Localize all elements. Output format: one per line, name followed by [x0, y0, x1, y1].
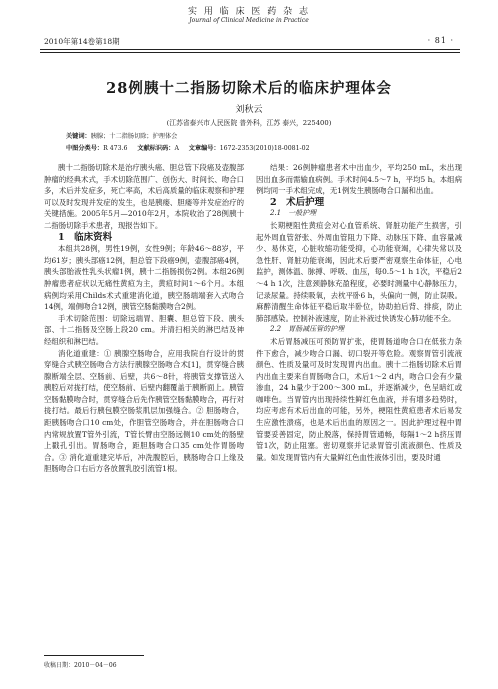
right-column [256, 162, 462, 463]
article-no-value: 1672-2353(2010)18-0081-02 [219, 145, 310, 152]
keywords-text: 胰腺；十二指肠切除；护理体会 [90, 133, 178, 140]
intro-paragraph: 胰十二指肠切除术是治疗胰头癌、胆总管下段癌及壶腹部肿瘤的经典术式，手术切除范围广、创伤大、时间长、吻合口多，术后并发症多，死亡率高，术后高质量的临床观察和护理可以及时发现并发症的发生，也是胰瘘、胆瘘等并发症治疗的关键措施。2005年5月—2010年2月，本院收治了28例胰十二指肠切除手术患者，现报告如下。 [44, 163, 244, 230]
subsection-heading-gastric-tube: 2.2 胃肠减压管的护理 [270, 325, 345, 334]
header-rule [40, 49, 460, 50]
paragraph-resection-scope: 手术切除范围：切除远端胃、胆囊、胆总管下段、胰头部、十二指肠及空肠上段20 cm。并清扫相关的淋巴结及神经组织和淋巴结。 [44, 313, 244, 346]
article-title: 28例胰十二指肠切除术后的临床护理体会 [106, 80, 392, 97]
doc-code-value: A [174, 145, 179, 152]
keywords-label: 关键词： [66, 133, 91, 140]
journal-name-en: Journal of Clinical Medicine in Practice [189, 17, 309, 24]
journal-name-cn: 实 用 临 床 医 药 杂 志 [187, 7, 311, 17]
article-no-label: 文章编号： [188, 145, 220, 152]
paragraph-gastric-tube: 术后胃肠减压可预防胃扩张，使胃肠道吻合口在低张力条件下愈合，减少吻合口漏、切口裂开等危险。观察胃管引流液颜色、性质及量可及时发现胃内出血。胰十二指肠切除术后胃内出血主要来自胃肠吻合口，术后1～2 d内，吻合口会有少量渗血，24 h量少于200～300 mL，并逐渐减少，色呈暗红或咖啡色。当胃管内出现持续性鲜红色血液，并有增多趋势时，均应考虑有术后出血的可能，另外，梗阻性黄疸患者术后易发生应激性溃疡，也是术后出血的原因之一。因此护理过程中胃管要妥善固定，防止脱落，保持胃管通畅，每隔1～2 h挤压胃管1次，防止阻塞。密切观察并记录胃管引流液颜色、性质及量。如发现胃管内有大量鲜红色血性液体引出，要及时通 [256, 336, 462, 462]
clc-label: 中图分类号： [66, 145, 104, 152]
subsection-heading-general-care: 2.1 一般护理 [270, 209, 317, 218]
footnote-rule [44, 655, 144, 656]
author-affiliation: (江苏省泰兴市人民医院 普外科，江苏 泰兴，225400) [166, 119, 332, 127]
received-date: 收稿日期：2010－04－06 [44, 662, 117, 669]
paragraph-reconstruction: 消化道重建：① 胰腺空肠吻合，应用我院自行设计的贯穿缝合式胰空肠吻合方法行胰腺空肠吻合术[1]，贯穿缝合胰腺断端全层、空肠前、后壁，共6～8针，将胰管支撑管送入胰腔后对拢打结，使空肠前、后壁内翻覆盖于胰断面上。胰管空肠黏膜吻合时，贯穿缝合后先作胰管空肠黏膜吻合，再行对拢打结。最后行胰包膜空肠浆肌层加强缝合。② 胆肠吻合，距胰肠吻合口10 cm处，作胆管空肠吻合，并在胆肠吻合口内常规放置T管外引流，T管长臂由空肠远侧10 cm处的肠壁上戳孔引出。胃肠吻合，距胆肠吻合口35 cm处作胃肠吻合。③ 消化道重建完毕后，冲洗腹腔后，胰肠吻合口上缘及胆肠吻合口右后方各放置乳胶引流管1根。 [44, 348, 244, 474]
section-heading-postop-care: 2 术后护理 [270, 196, 325, 208]
section-heading-clinical-data: 1 临床资料 [58, 231, 113, 243]
keywords-line [66, 131, 177, 140]
header-rule-thin [40, 52, 460, 53]
doc-code-label: 文献标识码： [137, 145, 175, 152]
paragraph-results: 结果：26例肿瘤患者术中出血少，平均250 mL，未出现因出血多而需输血病例。手术时间4.5～7 h，平均5 h。本组病例均同一手术组完成，无1例发生胰肠吻合口漏和出血。 [256, 163, 462, 196]
left-column [44, 162, 244, 475]
classification-line [66, 143, 310, 152]
issue-info: 2010年第14卷第18期 [44, 37, 120, 46]
page-number: · 81 · [427, 36, 454, 45]
clc-value: R 473.6 [103, 145, 128, 152]
paragraph-cases: 本组共28例，男性19例，女性9例；年龄46～88岁，平均61岁；胰头部癌12例，胆总管下段癌9例，壶腹部癌4例，胰头部胎液性乳头状瘤1例，胰十二指肠损伤2例。本组26例肿瘤患者症状以无痛性黄疸为主，黄疸时间1～6个月。本组病例均采用Childs术式重建消化道，胰空肠端端套入式吻合14例，端侧吻合12例，胰管空肠黏膜吻合2例。 [44, 244, 244, 312]
paragraph-general-care: 长期梗阻性黄疸会对心血管系统、肾脏功能产生损害，引起外周血管舒张、外周血管阻力下降、动脉压下降、血容量减少、易休克，心脏收缩功能受抑，心功能衰竭，心律失常以及急性肝、肾脏功能衰竭，因此术后要严密观察生命体征，心电监护，测体温、脉搏、呼吸、血压，每0.5～1 h 1次，平稳后2～4 h 1次，注意颈静脉充盈程度，必要时测量中心静脉压力，记录尿量。持续吸氧，去枕平卧6 h，头偏向一侧，防止误吸。麻醉清醒生命体征平稳后取半卧位，协助拍后背、排痰，防止肺部感染。控制补液速度，防止补液过快诱发心肺功能不全。 [256, 220, 462, 323]
article-author: 刘秋云 [235, 105, 263, 115]
